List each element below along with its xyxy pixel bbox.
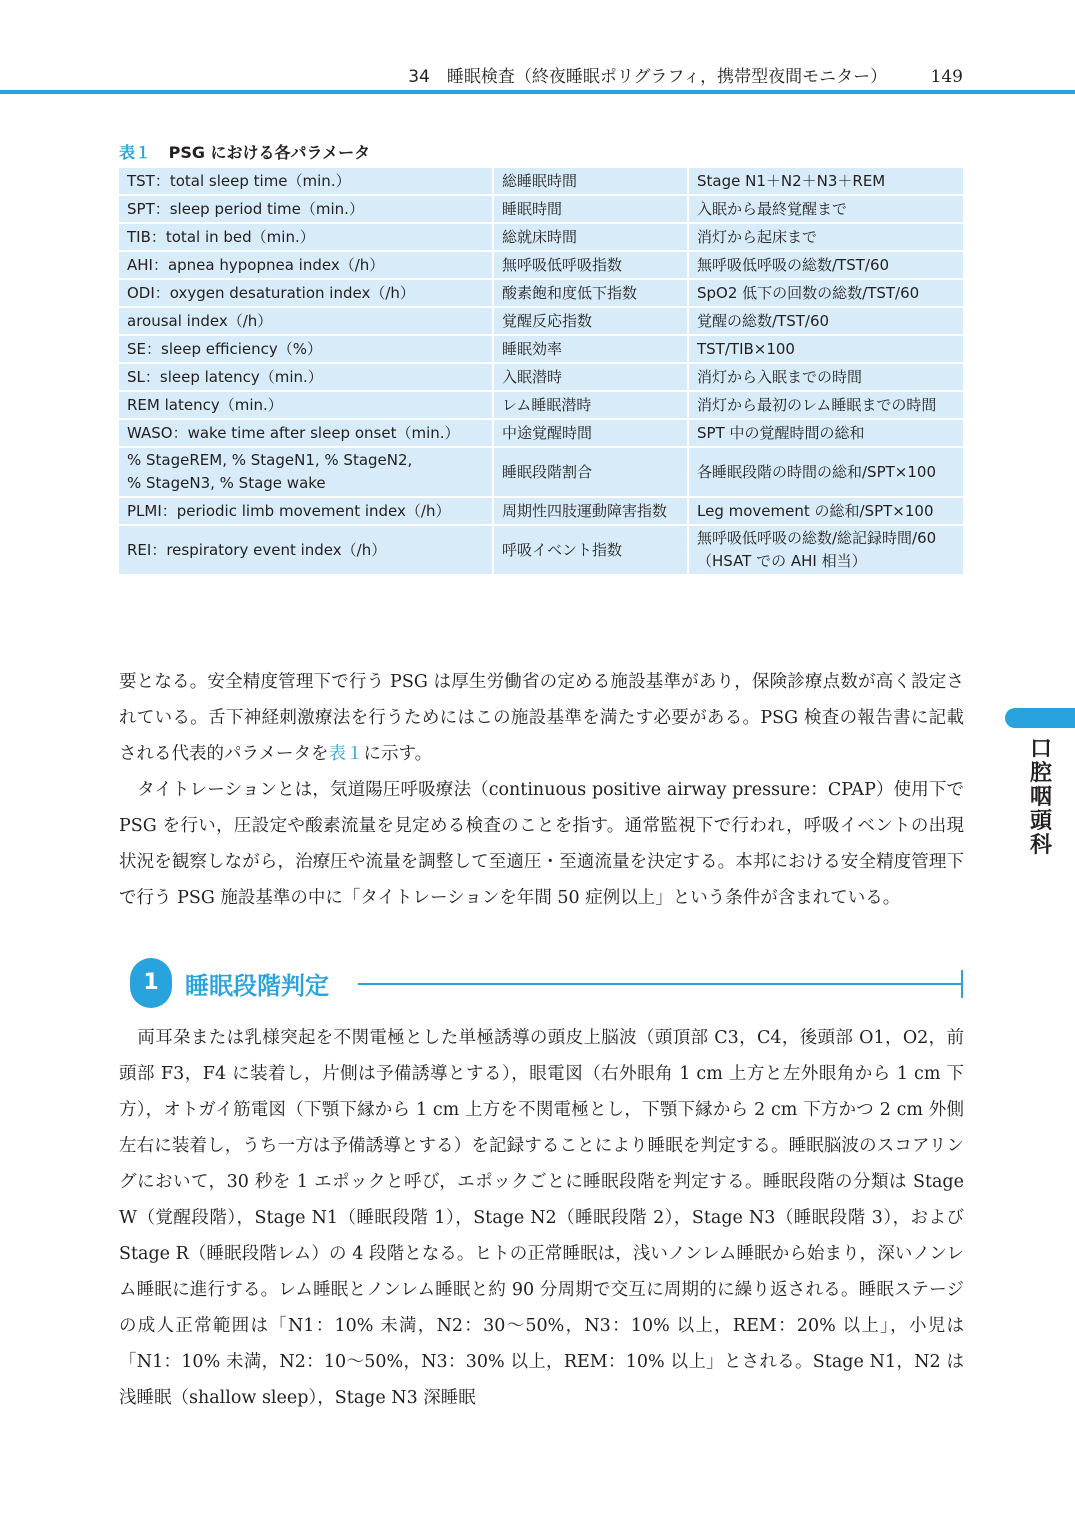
section-rule-cap — [961, 970, 963, 998]
paragraph-2: タイトレーションとは，気道陽圧呼吸療法（continuous positive airway pressure：CPAP）使用下で PSG を行い，圧設定や酸素流量を見定める検査のことを指す。通常監視下で行われ，呼吸イベントの出現状況を観察しながら，治療圧や流量を調整して至適圧・至適流量を決定する。本邦における安全精度管理下で行う PSG 施設基準の中に「タイトレーションを年間 50 症例以上」という条件が含まれている。 — [119, 780, 964, 908]
table-cell: Leg movement の総和/SPT×100 — [689, 498, 963, 524]
table-cell: PLMI：periodic limb movement index（/h） — [119, 498, 494, 524]
table-row — [119, 196, 963, 222]
table-cell: 無呼吸低呼吸の総数/TST/60 — [689, 252, 963, 278]
table-row — [119, 336, 963, 362]
table-cell: WASO：wake time after sleep onset（min.） — [119, 420, 494, 446]
paragraph-1: 要となる。安全精度管理下で行う PSG は厚生労働省の定める施設基準があり，保険診療点数が高く設定されている。舌下神経刺激療法を行うためにはこの施設基準を満たす必要がある。PSG 検査の報告書に記載される代表的パラメータを表１に示す。 — [119, 672, 964, 764]
section-rule — [358, 983, 962, 985]
table-cell: 無呼吸低呼吸指数 — [494, 252, 689, 278]
table-cell: REM latency（min.） — [119, 392, 494, 418]
table-row — [119, 420, 963, 446]
table-row — [119, 448, 963, 496]
parameter-table — [119, 166, 963, 576]
table-cell: TST/TIB×100 — [689, 336, 963, 362]
table-cell: レム睡眠潜時 — [494, 392, 689, 418]
table-row — [119, 252, 963, 278]
paragraph-3: 両耳朶または乳様突起を不関電極とした単極誘導の頭皮上脳波（頭頂部 C3，C4，後頭部 O1，O2，前頭部 F3，F4 に装着し，片側は予備誘導とする），眼電図（右外眼角 1 cm 上方と左外眼角から 1 cm 下方），オトガイ筋電図（下顎下縁から 1 cm 上方を不関電極とし，下顎下縁から 2 cm 下方かつ 2 cm 外側左右に装着し，うち一方は予備誘導とする）を記録することにより睡眠を判定する。睡眠脳波のスコアリングにおいて，30 秒を 1 エポックと呼び，エポックごとに睡眠段階を判定する。睡眠段階の分類は Stage W（覚醒段階），Stage N1（睡眠段階 1），Stage N2（睡眠段階 2），Stage N3（睡眠段階 3），および Stage R（睡眠段階レム）の 4 段階となる。ヒトの正常睡眠は，浅いノンレム睡眠から始まり，深いノンレム睡眠に進行する。レム睡眠とノンレム睡眠と約 90 分周期で交互に周期的に繰り返される。睡眠ステージの成人正常範囲は「N1：10% 未満，N2：30〜50%，N3：10% 以上，REM：20% 以上」，小児は「N1：10% 未満，N2：10〜50%，N3：30% 以上，REM：10% 以上」とされる。Stage N1，N2 は浅睡眠（shallow sleep），Stage N3 深睡眠 — [119, 1028, 964, 1408]
table-cell: 消灯から入眠までの時間 — [689, 364, 963, 390]
running-header — [0, 62, 963, 88]
table-cell: 覚醒反応指数 — [494, 308, 689, 334]
table-cell: 入眠潜時 — [494, 364, 689, 390]
table-row — [119, 364, 963, 390]
table-cell: 覚醒の総数/TST/60 — [689, 308, 963, 334]
section-title: 睡眠段階判定 — [185, 972, 329, 1000]
table-cell: 睡眠段階割合 — [494, 448, 689, 496]
table-row — [119, 498, 963, 524]
chapter-title: 34 睡眠検査（終夜睡眠ポリグラフィ，携帯型夜間モニター） — [408, 67, 888, 87]
table-cell: TST：total sleep time（min.） — [119, 168, 494, 194]
table-cell: 消灯から起床まで — [689, 224, 963, 250]
table-cell: 各睡眠段階の時間の総和/SPT×100 — [689, 448, 963, 496]
table-row — [119, 308, 963, 334]
table-cell: Stage N1＋N2＋N3＋REM — [689, 168, 963, 194]
table-label: 表１ — [119, 143, 152, 162]
chapter-side-tab — [1005, 708, 1075, 728]
table-caption — [119, 140, 370, 163]
table-cell: SPT：sleep period time（min.） — [119, 196, 494, 222]
table-cell: SPT 中の覚醒時間の総和 — [689, 420, 963, 446]
table-cell: 周期性四肢運動障害指数 — [494, 498, 689, 524]
table-cell: 総睡眠時間 — [494, 168, 689, 194]
table-cell: SpO2 低下の回数の総数/TST/60 — [689, 280, 963, 306]
table-cell: 総就床時間 — [494, 224, 689, 250]
table-cell: 無呼吸低呼吸の総数/総記録時間/60 （HSAT での AHI 相当） — [689, 526, 963, 574]
table-row — [119, 280, 963, 306]
side-tab-label: 口腔咽頭科 — [1029, 737, 1052, 858]
table-row — [119, 526, 963, 574]
table-cell: ODI：oxygen desaturation index（/h） — [119, 280, 494, 306]
table-cell: % StageREM, % StageN1, % StageN2, % StageN3, % Stage wake — [119, 448, 494, 496]
section-heading — [130, 958, 964, 1008]
table-cell: 中途覚醒時間 — [494, 420, 689, 446]
table-cell: 酸素飽和度低下指数 — [494, 280, 689, 306]
header-rule — [0, 90, 1075, 94]
table-cell: SE：sleep efficiency（%） — [119, 336, 494, 362]
table-cell: TIB：total in bed（min.） — [119, 224, 494, 250]
table-cell: AHI：apnea hypopnea index（/h） — [119, 252, 494, 278]
table-cell: SL：sleep latency（min.） — [119, 364, 494, 390]
table-cell: 入眠から最終覚醒まで — [689, 196, 963, 222]
table-row — [119, 392, 963, 418]
table-reference-link[interactable]: 表１ — [328, 744, 364, 764]
table-cell: 睡眠効率 — [494, 336, 689, 362]
table-row — [119, 168, 963, 194]
table-title: PSG における各パラメータ — [168, 143, 371, 162]
table-cell: arousal index（/h） — [119, 308, 494, 334]
table-row — [119, 224, 963, 250]
table-cell: 消灯から最初のレム睡眠までの時間 — [689, 392, 963, 418]
table-cell: 睡眠時間 — [494, 196, 689, 222]
section-number-badge: 1 — [130, 958, 172, 1008]
table-cell: REI：respiratory event index（/h） — [119, 526, 494, 574]
table-cell: 呼吸イベント指数 — [494, 526, 689, 574]
page-number: 149 — [930, 67, 963, 87]
